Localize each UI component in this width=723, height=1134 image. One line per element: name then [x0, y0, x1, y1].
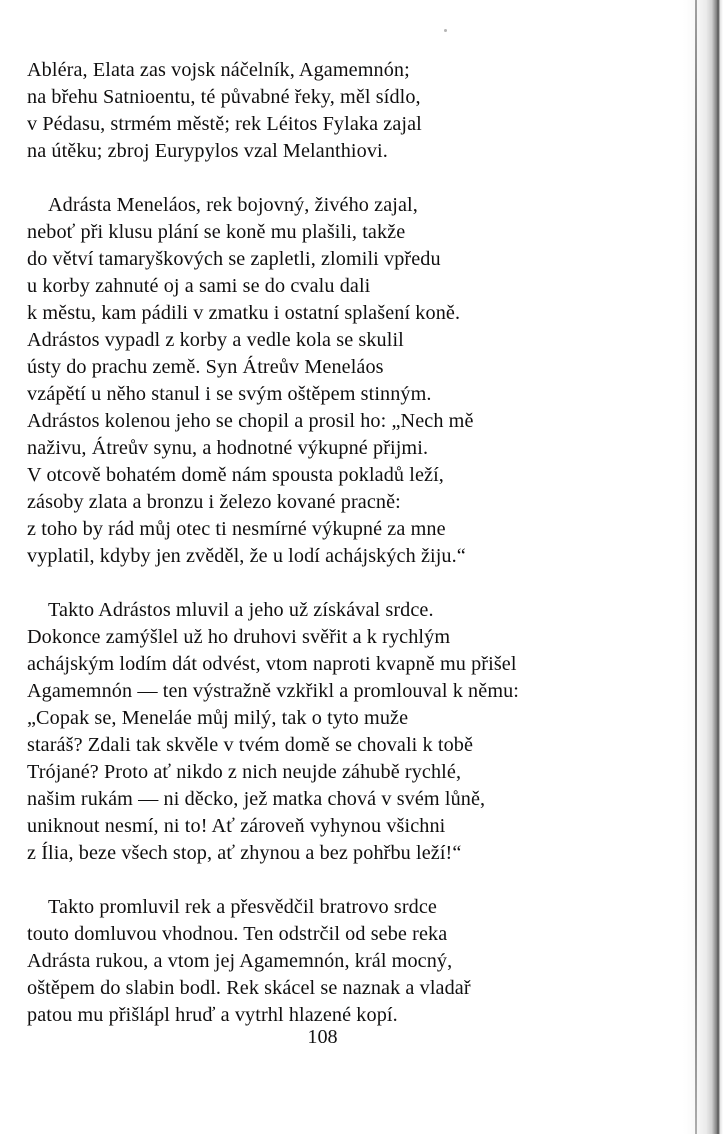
verse-line: uniknout nesmí, ni to! Ať zároveň vyhynou všichni [27, 815, 446, 837]
poem-text-block [27, 57, 647, 1029]
book-binding-crease [695, 0, 697, 1134]
verse-line: Adrástos vypadl z korby a vedle kola se skulil [27, 329, 404, 351]
verse-line: Takto promluvil rek a přesvědčil bratrovo srdce [48, 896, 437, 918]
verse-line: vzápětí u něho stanul i se svým oštěpem stinným. [27, 383, 432, 405]
verse-line: staráš? Zdali tak skvěle v tvém domě se chovali k tobě [27, 734, 474, 756]
verse-line: na břehu Satnioentu, té půvabné řeky, měl sídlo, [27, 86, 421, 108]
verse-line: Abléra, Elata zas vojsk náčelník, Agamemnón; [27, 59, 410, 81]
verse-line: achájským lodím dát odvést, vtom naproti kvapně mu přišel [27, 653, 517, 675]
verse-line: k městu, kam pádili v zmatku i ostatní splašení koně. [27, 302, 461, 324]
verse-line: neboť při klusu plání se koně mu plašili, takže [27, 221, 406, 243]
scan-speck-artifact [444, 29, 447, 32]
verse-line: Adrástos kolenou jeho se chopil a prosil ho: „Nech mě [27, 410, 474, 432]
verse-line: z toho by rád můj otec ti nesmírné výkupné za mne [27, 518, 446, 540]
verse-line: do větví tamaryškových se zapletli, zlomili vpředu [27, 248, 441, 270]
verse-line: ústy do prachu země. Syn Átreův Meneláos [27, 356, 384, 378]
verse-line: v Pédasu, strmém městě; rek Léitos Fylaka zajal [27, 113, 422, 135]
book-gutter-shadow [683, 0, 723, 1134]
verse-line: oštěpem do slabin bodl. Rek skácel se naznak a vladař [27, 977, 471, 999]
verse-line: našim rukám — ni děcko, jež matka chová v svém lůně, [27, 788, 486, 810]
verse-line: Takto Adrástos mluvil a jeho už získával srdce. [48, 599, 434, 621]
verse-line: z Ília, beze všech stop, ať zhynou a bez pohřbu leží!“ [27, 842, 462, 864]
stanza-1 [27, 57, 647, 165]
verse-line: „Copak se, Meneláe můj milý, tak o tyto muže [27, 707, 409, 729]
verse-line: touto domluvou vhodnou. Ten odstrčil od sebe reka [27, 923, 448, 945]
stanza-3 [27, 597, 647, 867]
verse-line: vyplatil, kdyby jen zvěděl, že u lodí achájských žiju.“ [27, 545, 466, 567]
verse-line: Adrásta rukou, a vtom jej Agamemnón, král mocný, [27, 950, 453, 972]
verse-line: V otcově bohatém domě nám spousta pokladů leží, [27, 464, 444, 486]
stanza-2 [27, 192, 647, 570]
verse-line: naživu, Átreův synu, a hodnotné výkupné přijmi. [27, 437, 429, 459]
verse-line: u korby zahnuté oj a sami se do cvalu dali [27, 275, 371, 297]
verse-line: zásoby zlata a bronzu i železo kované pracně: [27, 491, 401, 513]
verse-line: Dokonce zamýšlel už ho druhovi svěřit a k rychlým [27, 626, 451, 648]
verse-line: Trójané? Proto ať nikdo z nich neujde záhubě rychlé, [27, 761, 462, 783]
verse-line: Agamemnón — ten výstražně vzkřikl a promlouval k němu: [27, 680, 520, 702]
stanza-4 [27, 894, 647, 1029]
verse-line: Adrásta Meneláos, rek bojovný, živého zajal, [48, 194, 418, 216]
verse-line: na útěku; zbroj Eurypylos vzal Melanthiovi. [27, 140, 388, 162]
verse-line: patou mu přišlápl hruď a vytrhl hlazené kopí. [27, 1004, 398, 1026]
page-number: 108 [307, 1026, 338, 1048]
